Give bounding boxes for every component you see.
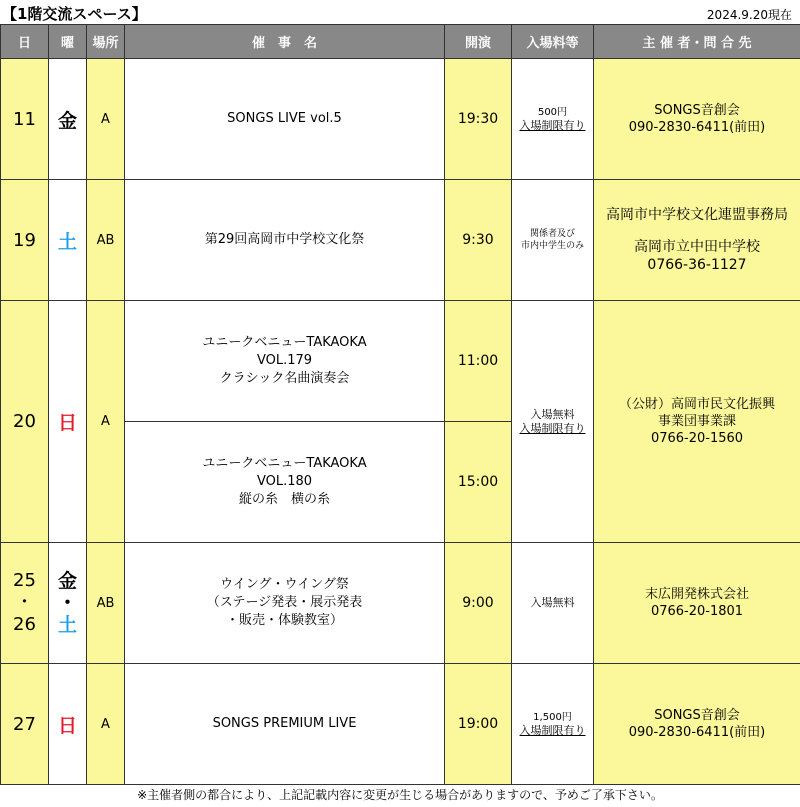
cell-start: 15:00 — [445, 422, 512, 543]
org-name: SONGS音創会 — [654, 103, 740, 118]
table-header-row — [1, 25, 800, 59]
col-header-place: 場所 — [87, 25, 125, 59]
org-name: （公財）高岡市民文化振興 — [618, 397, 775, 412]
cell-fee — [512, 664, 594, 785]
cell-fee — [512, 301, 594, 543]
org-name: 高岡市中学校文化連盟事務局 — [606, 207, 788, 223]
page-title: 【1階交流スペース】 — [2, 5, 147, 23]
weekday-separator: ・ — [57, 592, 77, 614]
table-row — [1, 180, 800, 301]
org-phone: 090-2830-6411(前田) — [628, 725, 766, 740]
cell-place: A — [87, 59, 125, 180]
table-row — [1, 664, 800, 785]
cell-fee: 入場無料 — [512, 543, 594, 664]
cell-weekday — [49, 543, 87, 664]
table-row — [1, 301, 800, 422]
cell-start: 19:00 — [445, 664, 512, 785]
org-phone: 0766-36-1127 — [647, 257, 747, 273]
cell-event — [125, 422, 445, 543]
cell-organizer — [594, 543, 800, 664]
cell-event: SONGS LIVE vol.5 — [125, 59, 445, 180]
cell-day — [1, 543, 49, 664]
cell-day: 11 — [1, 59, 49, 180]
fee-note: 入場制限有り — [519, 723, 586, 737]
cell-event: 第29回高岡市中学校文化祭 — [125, 180, 445, 301]
col-header-weekday: 曜 — [49, 25, 87, 59]
cell-organizer — [594, 664, 800, 785]
col-header-fee: 入場料等 — [512, 25, 594, 59]
col-header-organizer: 主 催 者・問 合 先 — [594, 25, 800, 59]
event-title: ・販売・体験教室） — [225, 613, 343, 628]
fee-note: 入場制限有り — [519, 118, 586, 132]
event-title: クラシック名曲演奏会 — [219, 371, 350, 386]
fee-price: 入場無料 — [530, 407, 575, 421]
org-phone: 0766-20-1560 — [650, 431, 744, 446]
org-phone: 090-2830-6411(前田) — [628, 120, 766, 135]
footer-note: ※主催者側の都合により、上記記載内容に変更が生じる場合がありますので、予めご了承下さい。 — [137, 788, 663, 802]
as-of-date: 2024.9.20現在 — [706, 8, 792, 22]
cell-weekday: 金 — [49, 59, 87, 180]
event-title: ウイング・ウイング祭 — [220, 577, 349, 592]
org-phone: 0766-20-1801 — [650, 604, 744, 619]
cell-weekday: 日 — [49, 664, 87, 785]
day-start: 25 — [13, 570, 36, 591]
org-name: 高岡市立中田中学校 — [634, 239, 760, 255]
cell-place: A — [87, 301, 125, 543]
event-title: ユニークベニューTAKAOKA — [202, 456, 367, 471]
org-name: SONGS音創会 — [654, 708, 740, 723]
fee-note: 入場制限有り — [519, 421, 586, 435]
cell-fee — [512, 180, 594, 301]
cell-fee — [512, 59, 594, 180]
fee-price: 1,500円 — [533, 711, 572, 723]
cell-day: 20 — [1, 301, 49, 543]
weekday-start: 金 — [57, 570, 77, 592]
schedule-table — [0, 24, 800, 785]
event-title: ユニークベニューTAKAOKA — [202, 335, 367, 350]
fee-note: 関係者及び — [529, 229, 575, 239]
day-separator: ・ — [15, 592, 34, 613]
cell-organizer — [594, 301, 800, 543]
event-title: 縦の糸 横の糸 — [238, 492, 330, 507]
cell-event — [125, 301, 445, 422]
col-header-event: 催 事 名 — [125, 25, 445, 59]
cell-start: 9:30 — [445, 180, 512, 301]
cell-organizer — [594, 59, 800, 180]
org-name: 末広開発株式会社 — [644, 587, 749, 602]
cell-start: 19:30 — [445, 59, 512, 180]
event-title: VOL.179 — [256, 353, 313, 368]
event-title: （ステージ発表・展示発表 — [206, 595, 363, 610]
col-header-day: 日 — [1, 25, 49, 59]
weekday-end: 土 — [57, 614, 77, 636]
cell-weekday: 土 — [49, 180, 87, 301]
cell-day: 27 — [1, 664, 49, 785]
cell-place: A — [87, 664, 125, 785]
table-row — [1, 543, 800, 664]
fee-note: 市内中学生のみ — [520, 241, 584, 251]
cell-start: 9:00 — [445, 543, 512, 664]
cell-start: 11:00 — [445, 301, 512, 422]
table-row — [1, 59, 800, 180]
cell-event: SONGS PREMIUM LIVE — [125, 664, 445, 785]
cell-day: 19 — [1, 180, 49, 301]
cell-weekday: 日 — [49, 301, 87, 543]
org-name: 事業団事業課 — [657, 414, 736, 429]
event-title: VOL.180 — [256, 474, 313, 489]
cell-place: AB — [87, 543, 125, 664]
col-header-start: 開演 — [445, 25, 512, 59]
day-end: 26 — [13, 614, 36, 635]
fee-price: 500円 — [537, 106, 568, 118]
cell-place: AB — [87, 180, 125, 301]
cell-event — [125, 543, 445, 664]
cell-organizer — [594, 180, 800, 301]
